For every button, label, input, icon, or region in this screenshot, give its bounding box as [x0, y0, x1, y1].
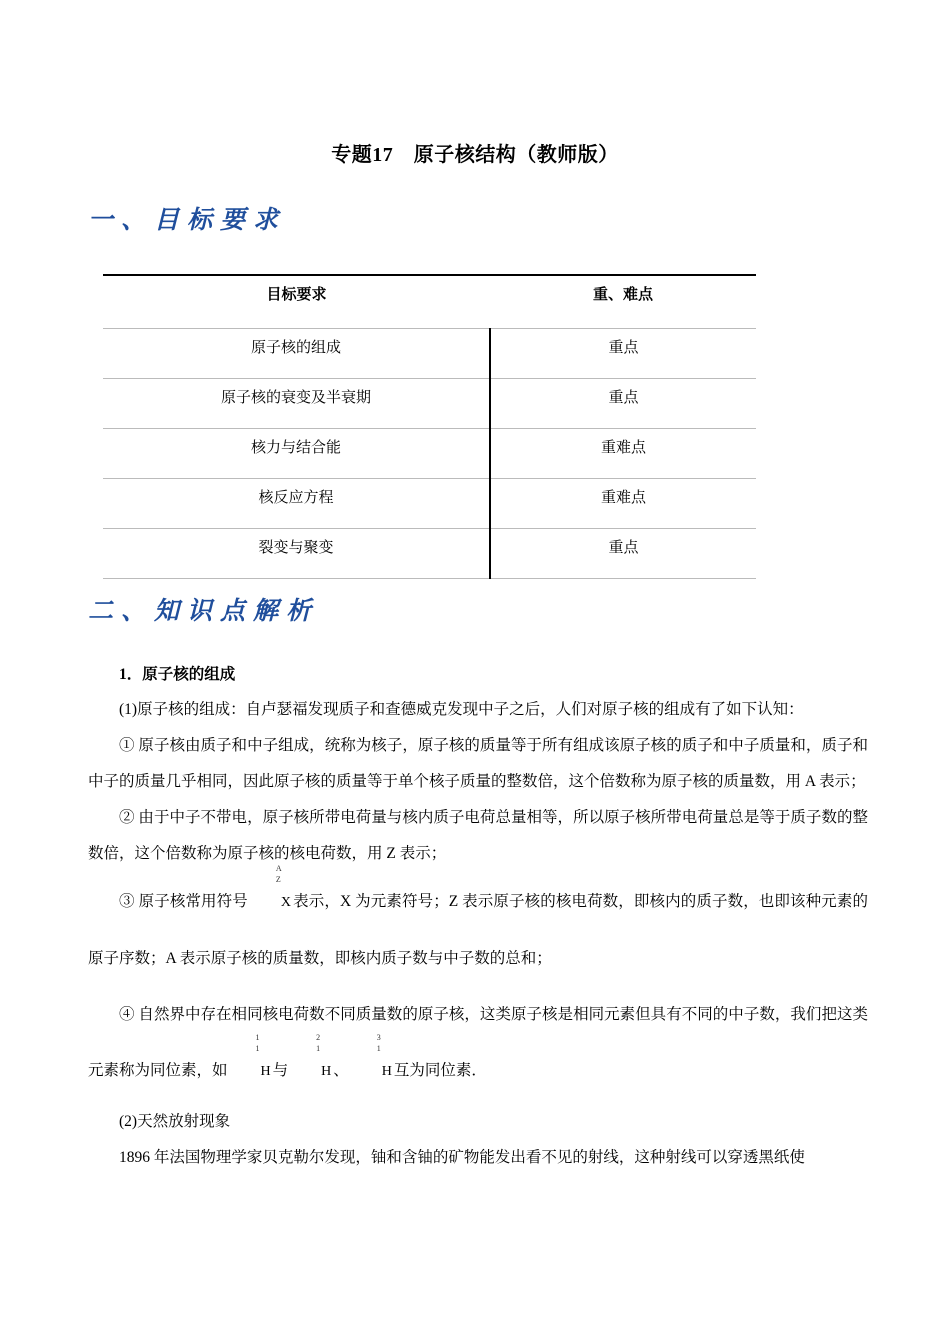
- paragraph: (2)天然放射现象: [119, 1113, 231, 1130]
- header-difficulty: 重、难点: [490, 275, 756, 328]
- table-header-row: [103, 275, 756, 328]
- element-symbol: H: [260, 1064, 271, 1079]
- text-run: 互为同位素．: [393, 1062, 487, 1079]
- charge-number: 1: [255, 1044, 260, 1053]
- text-run: ④ 自然界中存在相同核电荷数不同质量数的原子核，这类原子核是相同元素但具有不同的中子数，我们把这类元素称为同位素，如: [88, 1006, 868, 1079]
- element-symbol: H: [381, 1064, 392, 1079]
- nuclide-symbol: [250, 864, 292, 931]
- section-heading-knowledge: 二、知识点解析: [88, 596, 320, 625]
- table-cell-goal: 核力与结合能: [103, 428, 490, 478]
- table-row: [103, 428, 756, 478]
- table-row: [103, 378, 756, 428]
- mass-number: 1: [255, 1033, 260, 1042]
- paragraph: ② 由于中子不带电，原子核所带电荷量与核内质子电荷总量相等，所以原子核所带电荷量总是等于质子数的整数倍，这个倍数称为原子核的核电荷数，用 Z 表示；: [88, 809, 868, 862]
- mass-number: 2: [316, 1033, 321, 1042]
- text-run: ③ 原子核常用符号: [119, 893, 248, 910]
- nuclide-symbol: [290, 1033, 332, 1100]
- text-run: 表示，X 为元素符号；Z 表示原子核的核电荷数，即核内的质子数，也即该种元素的原子序数；A 表示原子核的质量数，即核内质子数与中子数的总和；: [88, 893, 868, 967]
- table-cell-difficulty: 重难点: [600, 439, 646, 456]
- section-heading-goals: 一、目标要求: [88, 205, 287, 234]
- subsection-heading: 1．原子核的组成: [119, 666, 236, 683]
- element-symbol: X: [280, 895, 292, 910]
- table-row: [103, 478, 756, 528]
- goals-table: [103, 274, 756, 579]
- table-cell-goal: 原子核的衰变及半衰期: [103, 378, 490, 428]
- text-run: 、: [333, 1062, 349, 1079]
- table-cell-goal: 裂变与聚变: [103, 528, 490, 578]
- table-cell-goal: 原子核的组成: [103, 328, 490, 378]
- charge-number: Z: [275, 875, 281, 884]
- page-title: 专题17 原子核结构（教师版）: [331, 144, 619, 166]
- table-cell-goal: 核反应方程: [103, 478, 490, 528]
- nuclide-symbol: [230, 1033, 271, 1100]
- nuclide-symbol: [351, 1033, 392, 1100]
- table-row: [103, 328, 756, 378]
- paragraph: [88, 864, 868, 987]
- header-goal: 目标要求: [103, 275, 490, 328]
- element-symbol: H: [321, 1064, 332, 1079]
- paragraph: (1)原子核的组成：自卢瑟福发现质子和查德威克发现中子之后，人们对原子核的组成有了如下认知：: [119, 701, 804, 718]
- paragraph: ① 原子核由质子和中子组成，统称为核子，原子核的质量等于所有组成该原子核的质子和中子质量和，质子和中子的质量几乎相同，因此原子核的质量等于单个核子质量的整数倍，这个倍数称为原子核的质量数，用 A 表示；: [88, 737, 868, 790]
- body-text: [88, 692, 868, 1176]
- charge-number: 1: [376, 1044, 381, 1053]
- text-run: 与: [272, 1062, 289, 1079]
- mass-number: 3: [376, 1033, 381, 1042]
- table-cell-difficulty: 重点: [608, 389, 639, 406]
- table-cell-difficulty: 重点: [608, 339, 639, 356]
- paragraph: [88, 987, 868, 1100]
- table-row: [103, 528, 756, 578]
- mass-number: A: [275, 864, 282, 873]
- table-cell-difficulty: 重难点: [600, 489, 646, 506]
- charge-number: 1: [316, 1044, 321, 1053]
- table-cell-difficulty: 重点: [608, 539, 639, 556]
- paragraph: 1896 年法国物理学家贝克勒尔发现，铀和含铀的矿物能发出看不见的射线，这种射线可以穿透黑纸使: [119, 1149, 805, 1166]
